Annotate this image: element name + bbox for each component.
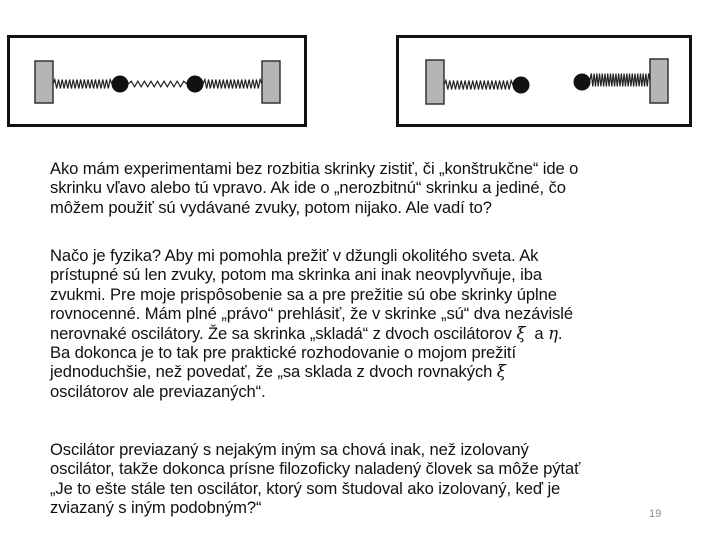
text-line: „Je to ešte stále ten oscilátor, ktorý som študoval ako izolovaný, keď je	[50, 478, 561, 498]
text-line: Ako mám experimentami bez rozbitia skrinky zistiť, či „konštrukčne“ ide o	[50, 159, 579, 178]
right-spring	[203, 80, 262, 89]
text-line: môžem použiť sú vydávané zvuky, potom nijako. Ale vadí to?	[50, 197, 492, 217]
text-line: zviazaný s iným podobným?“	[50, 498, 262, 518]
right-spring	[590, 74, 650, 87]
paragraph-2	[50, 246, 660, 401]
text-line-part: jednoduchšie, než povedať, že „sa sklada z dvoch rovnakých	[50, 362, 493, 382]
paragraph-3	[50, 440, 660, 518]
left-wall	[426, 60, 444, 104]
text-line	[50, 362, 660, 381]
text-line: zvukmi. Pre moje prispôsobenie sa a pre prežitie sú obe skrinky úplne	[50, 284, 557, 304]
left-spring	[444, 81, 513, 90]
coupling-spring	[128, 81, 187, 87]
text-line: oscilátorov ale previazaných“.	[50, 381, 266, 401]
greek-xi: ξ	[516, 323, 526, 343]
greek-xi: ξ	[496, 362, 506, 382]
text-line: Načo je fyzika? Aby mi pomohla prežiť v džungli okolitého sveta. Ak	[50, 246, 539, 265]
text-line: prístupné sú len zvuky, potom ma skrinka ani inak neovplyvňuje, iba	[50, 265, 542, 285]
right-mass	[574, 74, 591, 91]
right-mass	[187, 76, 204, 93]
oscillator-diagrams	[0, 0, 720, 140]
text-line-part: a	[534, 323, 544, 343]
right-wall	[262, 61, 280, 103]
text-line: nerovnaké oscilátory. Že sa skrinka „skladá“ z dvoch oscilátorov ξ a η.	[50, 323, 563, 343]
paragraph-1	[50, 159, 660, 217]
left-mass	[112, 76, 129, 93]
text-line: rovnocenné. Mám plné „právo“ prehlásiť, že v skrinke „sú“ dva nezávislé	[50, 304, 573, 324]
text-line: skrinku vľavo alebo tú vpravo. Ak ide o „nerozbitnú“ skrinku a jediné, čo	[50, 178, 566, 198]
right-wall	[650, 59, 668, 103]
left-spring	[53, 80, 112, 89]
greek-eta: η	[548, 323, 558, 343]
left-wall	[35, 61, 53, 103]
left-mass	[513, 77, 530, 94]
text-line: oscilátor, takže dokonca prísne filozoficky naladený človek sa môže pýtať	[50, 459, 581, 479]
page-number: 19	[649, 508, 662, 520]
text-line-part: nerovnaké oscilátory. Že sa skrinka „skladá“ z dvoch oscilátorov	[50, 323, 512, 343]
text-line: Ba dokonca je to tak pre praktické rozhodovanie o mojom prežití	[50, 343, 516, 363]
text-line: Oscilátor previazaný s nejakým iným sa chová inak, než izolovaný	[50, 440, 529, 459]
